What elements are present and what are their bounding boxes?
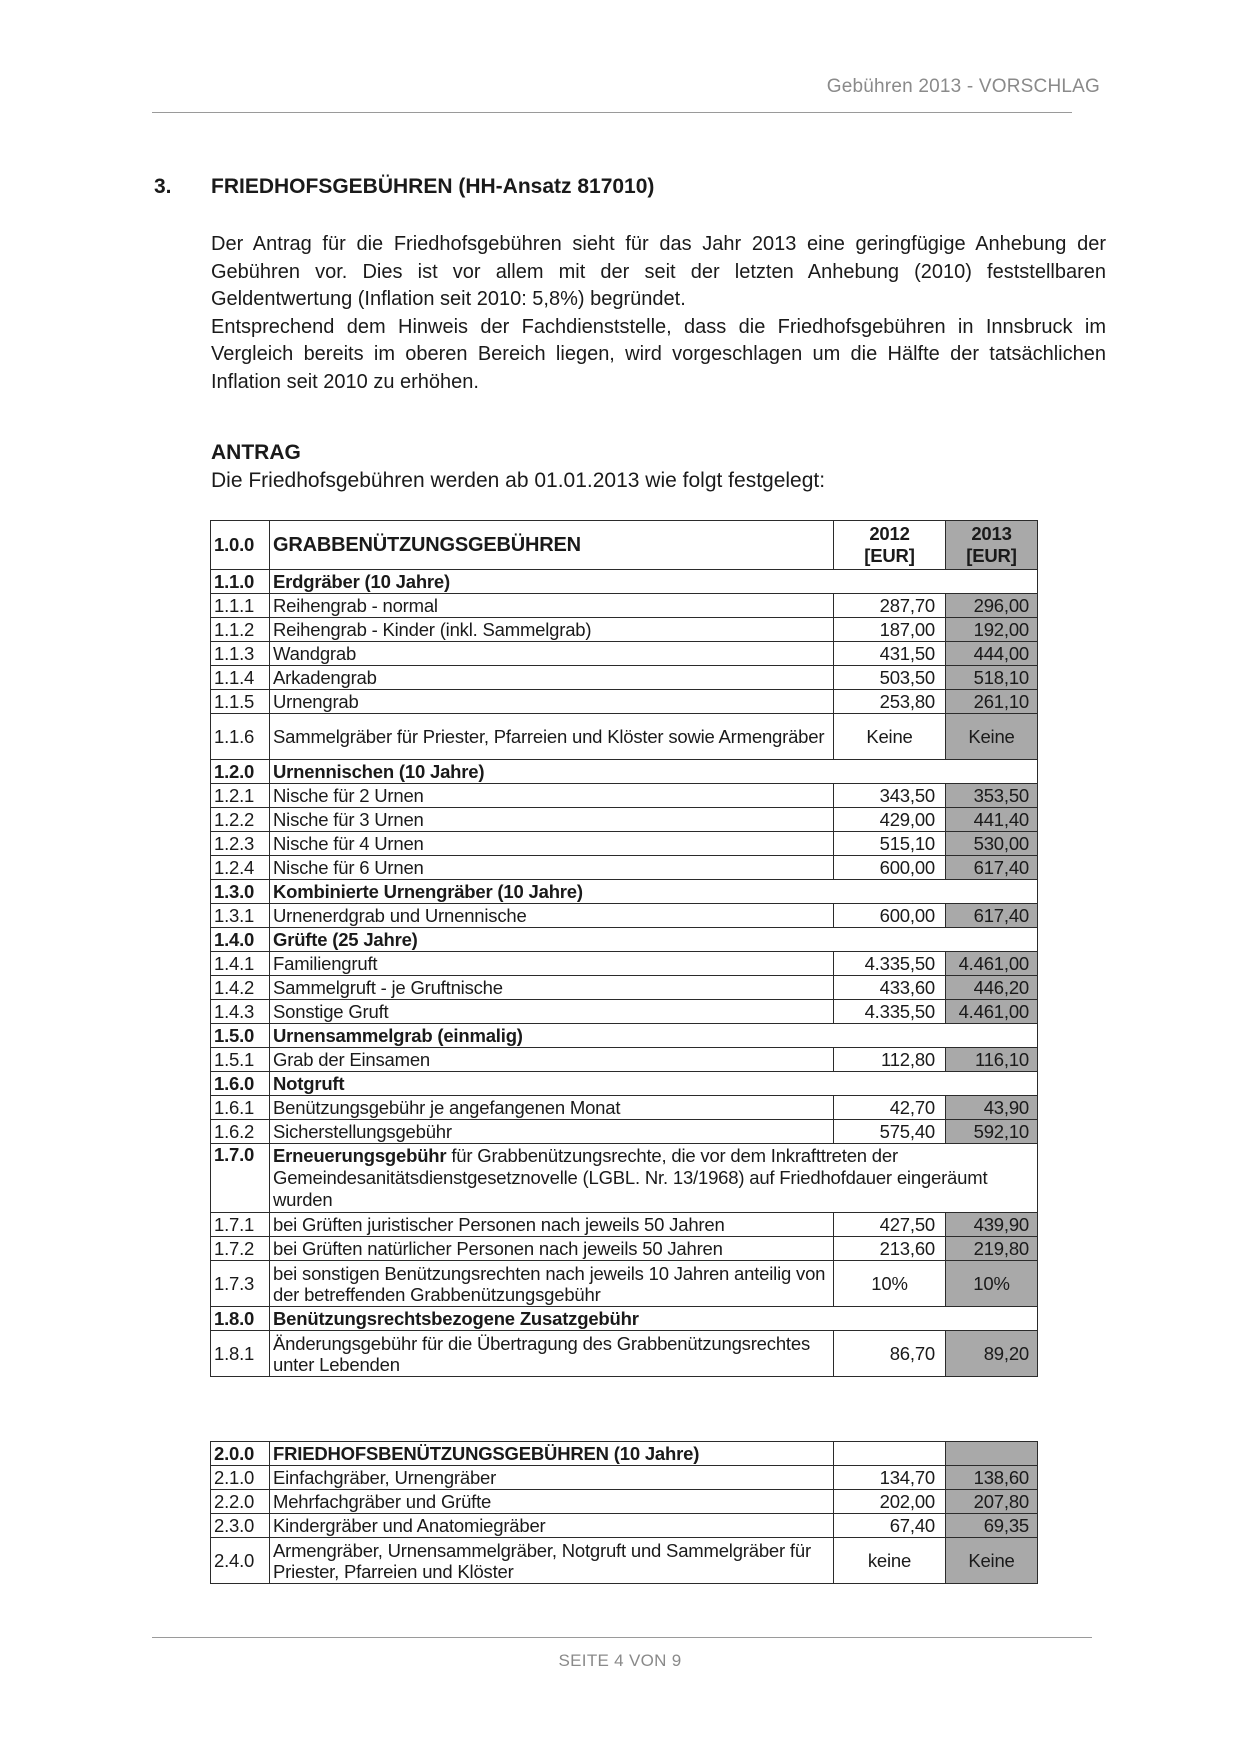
running-header: Gebühren 2013 - VORSCHLAG — [826, 76, 1100, 97]
table-row — [211, 1096, 1038, 1120]
group-row — [211, 928, 1038, 952]
row-label: Sicherstellungsgebühr — [270, 1120, 834, 1144]
value-2012: 112,80 — [834, 1048, 946, 1072]
row-code: 1.7.3 — [211, 1261, 270, 1307]
row-code: 1.1.4 — [211, 666, 270, 690]
group-row — [211, 1144, 1038, 1213]
value-2012: 202,00 — [834, 1490, 946, 1514]
row-label: Familiengruft — [270, 952, 834, 976]
table-row — [211, 1331, 1038, 1377]
row-code: 1.6.2 — [211, 1120, 270, 1144]
value-2013: 138,60 — [946, 1466, 1038, 1490]
row-label: Nische für 3 Urnen — [270, 808, 834, 832]
row-code: 1.1.3 — [211, 642, 270, 666]
value-2013: 441,40 — [946, 808, 1038, 832]
row-code: 1.2.0 — [211, 760, 270, 784]
header-code: 2.0.0 — [211, 1442, 270, 1466]
group-label: Notgruft — [270, 1072, 1038, 1096]
value-2012: 515,10 — [834, 832, 946, 856]
value-2012: 67,40 — [834, 1514, 946, 1538]
table-row — [211, 618, 1038, 642]
value-2013: 617,40 — [946, 856, 1038, 880]
value-2013: 10% — [946, 1261, 1038, 1307]
table-header-row — [211, 521, 1038, 570]
value-2012: 253,80 — [834, 690, 946, 714]
group-row — [211, 1024, 1038, 1048]
value-2012: 42,70 — [834, 1096, 946, 1120]
row-code: 1.7.0 — [211, 1144, 270, 1213]
row-label: Sonstige Gruft — [270, 1000, 834, 1024]
row-label: Urnenerdgrab und Urnennische — [270, 904, 834, 928]
row-code: 1.2.4 — [211, 856, 270, 880]
table-row — [211, 832, 1038, 856]
value-2012: 600,00 — [834, 904, 946, 928]
value-2013: 617,40 — [946, 904, 1038, 928]
table-row — [211, 666, 1038, 690]
value-2012: 431,50 — [834, 642, 946, 666]
row-label: Sammelgruft - je Gruftnische — [270, 976, 834, 1000]
antrag-text: Die Friedhofsgebühren werden ab 01.01.2013 wie folgt festgelegt: — [211, 469, 826, 492]
row-label: Grab der Einsamen — [270, 1048, 834, 1072]
table-row — [211, 1261, 1038, 1307]
value-2013: 592,10 — [946, 1120, 1038, 1144]
group-label — [270, 1144, 1038, 1213]
table-row — [211, 1514, 1038, 1538]
value-2012: keine — [834, 1538, 946, 1584]
table-row — [211, 1048, 1038, 1072]
row-code: 1.2.1 — [211, 784, 270, 808]
table-row — [211, 1538, 1038, 1584]
table-row — [211, 714, 1038, 760]
header-title: FRIEDHOFSBENÜTZUNGSGEBÜHREN (10 Jahre) — [270, 1442, 834, 1466]
cemetery-use-fees-table — [210, 1441, 1038, 1584]
header-divider — [152, 112, 1072, 113]
group-label: Urnennischen (10 Jahre) — [270, 760, 1038, 784]
row-code: 2.2.0 — [211, 1490, 270, 1514]
table-row — [211, 642, 1038, 666]
row-code: 1.6.1 — [211, 1096, 270, 1120]
value-2012: 86,70 — [834, 1331, 946, 1377]
group-label: Benützungsrechtsbezogene Zusatzgebühr — [270, 1307, 1038, 1331]
value-2012: 429,00 — [834, 808, 946, 832]
value-2012: 343,50 — [834, 784, 946, 808]
value-2013: 530,00 — [946, 832, 1038, 856]
group-label: Erdgräber (10 Jahre) — [270, 570, 1038, 594]
value-2013: 446,20 — [946, 976, 1038, 1000]
value-2013: 116,10 — [946, 1048, 1038, 1072]
intro-paragraph: Entsprechend dem Hinweis der Fachdienststelle, dass die Friedhofsgebühren in Innsbruck im Vergleich bereits im oberen Bereich liegen, wird vorgeschlagen um die Hälfte der tatsächlichen Inflation seit 2010 zu erhöhen. — [211, 315, 1106, 393]
row-label: Nische für 6 Urnen — [270, 856, 834, 880]
value-2012: 4.335,50 — [834, 1000, 946, 1024]
value-2012: 503,50 — [834, 666, 946, 690]
intro-paragraph: Der Antrag für die Friedhofsgebühren sieht für das Jahr 2013 eine geringfügige Anhebung der Gebühren vor. Dies ist vor allem mit der seit der letzten Anhebung (2010) feststellbaren Geldentwertung (Inflation seit 2010: 5,8%) begründet. — [211, 233, 1106, 310]
table-row — [211, 904, 1038, 928]
group-label: Urnensammelgrab (einmalig) — [270, 1024, 1038, 1048]
row-label: Wandgrab — [270, 642, 834, 666]
row-code: 2.3.0 — [211, 1514, 270, 1538]
row-code: 1.6.0 — [211, 1072, 270, 1096]
group-label-rest: für Grabbenützungsrechte, die vor dem Inkrafttreten der Gemeindesanitätsdienstgesetznovelle (LGBL. Nr. 13/1968) auf Friedhofdauer eingeräumt wurden — [273, 1145, 988, 1210]
row-code: 1.1.1 — [211, 594, 270, 618]
section-number: 3. — [154, 175, 172, 198]
value-2012: 10% — [834, 1261, 946, 1307]
row-code: 1.8.1 — [211, 1331, 270, 1377]
table-row — [211, 594, 1038, 618]
group-row — [211, 760, 1038, 784]
group-row — [211, 1072, 1038, 1096]
value-2013: 69,35 — [946, 1514, 1038, 1538]
row-code: 1.1.0 — [211, 570, 270, 594]
row-label: Kindergräber und Anatomiegräber — [270, 1514, 834, 1538]
value-2012: 427,50 — [834, 1213, 946, 1237]
row-code: 1.7.1 — [211, 1213, 270, 1237]
page-number: SEITE 4 VON 9 — [558, 1651, 682, 1670]
group-row — [211, 1307, 1038, 1331]
header-2013 — [946, 521, 1038, 570]
row-code: 1.2.2 — [211, 808, 270, 832]
row-label: Benützungsgebühr je angefangenen Monat — [270, 1096, 834, 1120]
row-label: bei Grüften juristischer Personen nach jeweils 50 Jahren — [270, 1213, 834, 1237]
row-label: Mehrfachgräber und Grüfte — [270, 1490, 834, 1514]
group-label-bold: Erneuerungsgebühr — [273, 1145, 447, 1166]
header-2012-empty — [834, 1442, 946, 1466]
row-code: 1.1.5 — [211, 690, 270, 714]
value-2013: 296,00 — [946, 594, 1038, 618]
value-2013: 192,00 — [946, 618, 1038, 642]
table-row — [211, 808, 1038, 832]
value-2013: 43,90 — [946, 1096, 1038, 1120]
table-row — [211, 1466, 1038, 1490]
value-2012: 134,70 — [834, 1466, 946, 1490]
row-code: 1.8.0 — [211, 1307, 270, 1331]
row-label: Arkadengrab — [270, 666, 834, 690]
header-title: GRABBENÜTZUNGSGEBÜHREN — [270, 521, 834, 570]
value-2012: 433,60 — [834, 976, 946, 1000]
table-row — [211, 1490, 1038, 1514]
row-label: Änderungsgebühr für die Übertragung des Grabbenützungsrechtes unter Lebenden — [270, 1331, 834, 1377]
group-row — [211, 880, 1038, 904]
footer-divider — [152, 1637, 1092, 1638]
row-code: 1.4.0 — [211, 928, 270, 952]
row-code: 1.4.1 — [211, 952, 270, 976]
value-2012: 187,00 — [834, 618, 946, 642]
row-label: Reihengrab - normal — [270, 594, 834, 618]
table-row — [211, 1000, 1038, 1024]
row-label: Armengräber, Urnensammelgräber, Notgruft und Sammelgräber für Priester, Pfarreien und Klöster — [270, 1538, 834, 1584]
value-2013: 4.461,00 — [946, 1000, 1038, 1024]
value-2013: 89,20 — [946, 1331, 1038, 1377]
header-2012-year: 2012 — [869, 523, 910, 544]
row-code: 2.1.0 — [211, 1466, 270, 1490]
header-2012 — [834, 521, 946, 570]
row-code: 1.5.0 — [211, 1024, 270, 1048]
row-label: Sammelgräber für Priester, Pfarreien und Klöster sowie Armengräber — [270, 714, 834, 760]
value-2013: 439,90 — [946, 1213, 1038, 1237]
value-2012: 213,60 — [834, 1237, 946, 1261]
value-2013: 261,10 — [946, 690, 1038, 714]
table-row — [211, 1213, 1038, 1237]
row-code: 2.4.0 — [211, 1538, 270, 1584]
value-2012: 4.335,50 — [834, 952, 946, 976]
row-code: 1.1.6 — [211, 714, 270, 760]
table-row — [211, 1120, 1038, 1144]
table-row — [211, 856, 1038, 880]
table-row — [211, 784, 1038, 808]
group-label: Grüfte (25 Jahre) — [270, 928, 1038, 952]
group-label: Kombinierte Urnengräber (10 Jahre) — [270, 880, 1038, 904]
intro-text — [211, 231, 1106, 396]
row-label: Einfachgräber, Urnengräber — [270, 1466, 834, 1490]
row-label: bei sonstigen Benützungsrechten nach jeweils 10 Jahren anteilig von der betreffenden Grabbenützungsgebühr — [270, 1261, 834, 1307]
row-code: 1.1.2 — [211, 618, 270, 642]
value-2013: 444,00 — [946, 642, 1038, 666]
header-2013-empty — [946, 1442, 1038, 1466]
row-code: 1.7.2 — [211, 1237, 270, 1261]
grave-fees-table — [210, 520, 1038, 1377]
row-code: 1.4.2 — [211, 976, 270, 1000]
table-row — [211, 690, 1038, 714]
row-label: Nische für 4 Urnen — [270, 832, 834, 856]
header-2013-year: 2013 — [971, 523, 1012, 544]
row-label: Reihengrab - Kinder (inkl. Sammelgrab) — [270, 618, 834, 642]
table-row — [211, 976, 1038, 1000]
header-2012-unit: [EUR] — [864, 545, 915, 566]
row-code: 1.3.1 — [211, 904, 270, 928]
value-2012: Keine — [834, 714, 946, 760]
value-2012: 600,00 — [834, 856, 946, 880]
value-2013: 518,10 — [946, 666, 1038, 690]
antrag-heading: ANTRAG — [211, 441, 301, 464]
table-row — [211, 1237, 1038, 1261]
value-2013: Keine — [946, 714, 1038, 760]
table-header-row — [211, 1442, 1038, 1466]
group-row — [211, 570, 1038, 594]
row-code: 1.4.3 — [211, 1000, 270, 1024]
row-label: Nische für 2 Urnen — [270, 784, 834, 808]
row-code: 1.3.0 — [211, 880, 270, 904]
header-2013-unit: [EUR] — [966, 545, 1017, 566]
header-code: 1.0.0 — [211, 521, 270, 570]
value-2013: 4.461,00 — [946, 952, 1038, 976]
table-row — [211, 952, 1038, 976]
value-2013: 353,50 — [946, 784, 1038, 808]
row-label: bei Grüften natürlicher Personen nach jeweils 50 Jahren — [270, 1237, 834, 1261]
row-code: 1.2.3 — [211, 832, 270, 856]
value-2012: 287,70 — [834, 594, 946, 618]
value-2013: Keine — [946, 1538, 1038, 1584]
value-2012: 575,40 — [834, 1120, 946, 1144]
row-code: 1.5.1 — [211, 1048, 270, 1072]
row-label: Urnengrab — [270, 690, 834, 714]
value-2013: 207,80 — [946, 1490, 1038, 1514]
value-2013: 219,80 — [946, 1237, 1038, 1261]
section-title: FRIEDHOFSGEBÜHREN (HH-Ansatz 817010) — [211, 175, 655, 198]
